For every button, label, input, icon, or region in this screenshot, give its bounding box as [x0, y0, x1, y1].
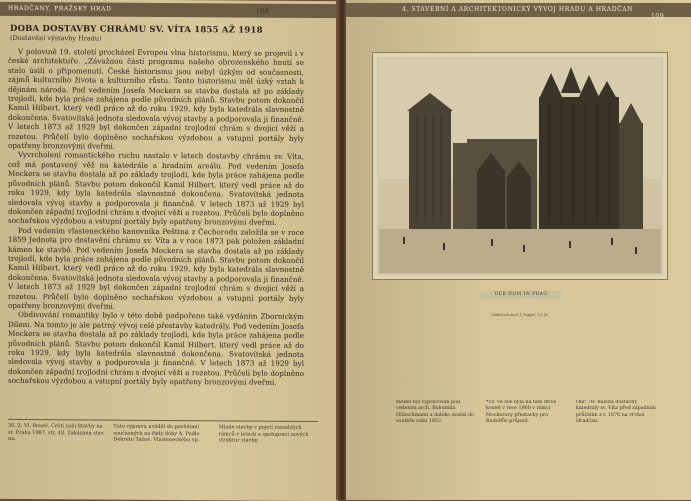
left-page-number: 108: [256, 7, 270, 15]
right-page-number: 109: [651, 13, 665, 20]
left-running-head-text: HRADČANY, PRAŽSKÝ HRAD: [8, 4, 112, 13]
caption: *Tz. ve své byla na tam dříve kostel v roce 1900 v rámci Mockerovy přestavby pro Rudolfův průjezd.: [486, 400, 557, 424]
plate-caption: DER DOM IN PRAG: [481, 291, 561, 299]
footnote: Mlade stavby v pojetí rozsáhlých rámců v letech a spoluprací nových struktur stavby.: [218, 424, 309, 444]
left-running-head: [0, 2, 338, 18]
caption: Model byl vypracován pod vedením arch. Bohumila Hübschmann a daleko dostal do soutěže roku 1852.: [396, 400, 474, 424]
chapter-title: DOBA DOSTAVBY CHRÁMU SV. VÍTA 1855 AŽ 1918: [10, 23, 263, 36]
paragraph: V polovině 19. století procházel Evropou vlna historismu, který se projevil i v české architektuře. „Závažnou částí programu našeho obrozenského hnutí se stalo úsilí o připomenutí. České historismu jsou nebyl úzkým od současnosti, zájmů kulturního života a kulturního růstu. Tento historismu měl úzký vztah k dějinám národa. Pod vedením Josefa Mockera se stavba dostala až po základy trojlodí, kde byla práce zahájena podle původních plánů. Stavbu potom dokončil Kamil Hilbert, který vedl práce až do roku 1929, kdy byla katedrála slavnostně dokončena. Svatovítská jednota sledovala vývoj stavby a podporovala ji finančně. V letech 1873 až 1929 byl dokončen západní trojlodní chrám s dvojicí věží a rozetou. Průčelí bylo doplněno sochařskou výzdobou a vstupní portály byly opatřeny bronzovými dveřmi.: [8, 47, 304, 153]
body-text: [8, 47, 304, 419]
footnote: Tuto výpravu uváděl do povědomí současných na řády doby A. Podle Dekretu Tažné. Vlasteneckého sp.: [113, 423, 200, 444]
footnote: 36. Z. Vl. Beneš, Čeští naší Stavby na st. Praha 1987, str. 48. Zakázaná stav. na.: [8, 422, 105, 443]
footnotes: [8, 419, 318, 501]
right-page: [346, 0, 691, 500]
cathedral-illustration: [373, 53, 667, 279]
plate-subcaption: Stahlstich nach J. Poppel, 19. Jh.: [491, 313, 549, 317]
chapter-subtitle: (Dostavění výstavby Hradu): [10, 33, 102, 43]
cathedral-engraving: [372, 52, 668, 317]
paragraph: Obdivování romantiky bylo v této době podpořeno také vydáním Zbornickým Dílem. Na tomto je ale patrný vývoj celé přestavby katedrály. Pod vedením Josefa Mockera se stavba dostala až po základy trojlodí, kde byla práce zahájena podle původních plánů. Stavbu potom dokončil Kamil Hilbert, který vedl práce až do roku 1929, kdy byla katedrála slavnostně dokončena. Svatovítská jednota sledovala vývoj stavby a podporovala ji finančně. V letech 1873 až 1929 byl dokončen západní trojlodní chrám s dvojicí věží a rozetou. Průčelí bylo doplněno sochařskou výzdobou a vstupní portály byly opatřeny bronzovými dveřmi.: [8, 310, 304, 387]
paragraph: Vyvrcholení romantického ruchu nastalo v letech dostavby chrámu sv. Víta, což má postavený věž na katedrále a hradním areálu. Pod vedením Josefa Mockera se stavba dostala až po základy trojlodí, kde byla práce zahájena podle původních plánů. Stavbu potom dokončil Kamil Hilbert, který vedl práce až do roku 1929, kdy byla katedrála slavnostně dokončena. Svatovítská jednota sledovala vývoj stavby a podporovala ji finančně. V letech 1873 až 1929 byl dokončen západní trojlodní chrám s dvojicí věží a rozetou. Průčelí bylo doplněno sochařskou výzdobou a vstupní portály byly opatřeny bronzovými dveřmi.: [8, 150, 304, 227]
right-running-head-text: 4. STAVEBNÍ A ARCHITEKTONICKÝ VÝVOJ HRADU A HRADČAN: [402, 6, 634, 13]
paragraph: Pod vedením vlasteneckého kanovníka Peština z Čechorodu založila se v roce 1859 Jednota pro dostavění chrámu sv. Víta a v roce 1873 pak položen základní kámen ke stavbě. Pod vedením Josefa Mockera se stavba dostala až po základy trojlodí, kde byla práce zahájena podle původních plánů. Stavbu potom dokončil Kamil Hilbert, který vedl práce až do roku 1929, kdy byla katedrála slavnostně dokončena. Svatovítská jednota sledovala vývoj stavby a podporovala ji finančně. V letech 1873 až 1929 byl dokončen západní trojlodní chrám s dvojicí věží a rozetou. Průčelí bylo doplněno sochařskou výzdobou a vstupní portály byly opatřeny bronzovými dveřmi.: [8, 226, 304, 313]
right-running-head: [346, 3, 691, 20]
left-page: [0, 0, 338, 501]
caption: Obr. 78: Balóna dostavby katedrály sv. Víta před západním průčelím z r. 1876 na vrchol Hradčan.: [576, 400, 656, 424]
